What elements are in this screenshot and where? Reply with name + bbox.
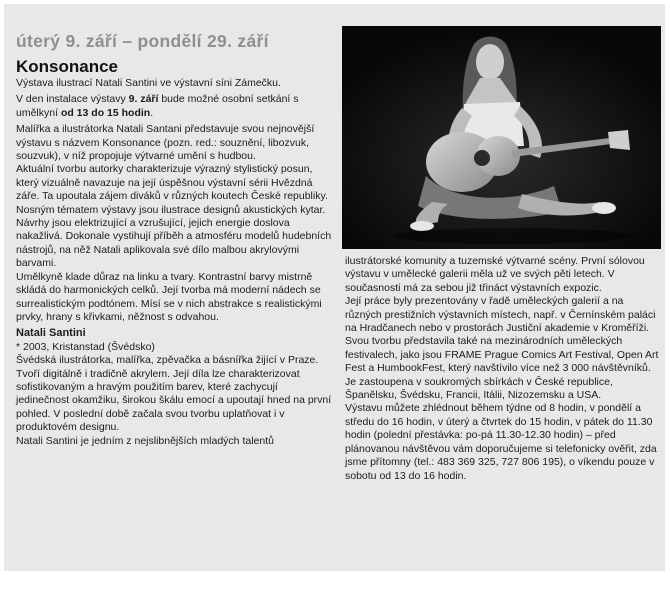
shoe-right <box>592 202 616 214</box>
article-title: Konsonance <box>16 57 119 76</box>
meeting-time: od 13 do 15 hodin <box>60 106 151 119</box>
paragraph-opening-hours: Výstavu můžete zhlédnout během týdne od 8 hodin, v pondělí a středu do 16 hodin, v úterý a čtvrtek do 15 hodin, v pátek do 11.30 hodin (polední přestávka: po-pá 11.30-12.30 hodin) – před plánovanou návštěvou vám doporučujeme si telefonicky ověřit, zda jsme přítomny (tel.: 483 369 325, 727 806 195), o víkendu pouze v sobotu od 13 do 16 hodin. <box>345 402 657 482</box>
date-range: úterý 9. září – pondělí 29. září <box>16 31 269 51</box>
bio-born: * 2003, Kristanstad (Švédsko) <box>16 340 155 353</box>
article-panel <box>4 4 665 571</box>
paragraph-galleries: Její práce byly prezentovány v řadě uměleckých galerií a na různých prestižních výstavních místech, např. v Černínském paláci na Hradčanech nebo v prostorách Justiční akademie v Kroměříži. Svou tvorbu představila také na mezinárodních uměleckých festivalech, jako jsou FRAME Prague Comics Art Festival, Open Art Fest a HumbookFest, který navštívilo více než 3 000 návštěvníků. <box>345 295 659 375</box>
paragraph-style-shift: Aktuální tvorbu autorky charakterizuje výrazný stylistický posun, který vizuálně navazuje na její úspěšnou výstavní sérii Hvězdná záře. Ta upoutala zájem diváků v různých koutech České republiky. <box>16 163 328 203</box>
meeting-date: 9. září <box>128 93 159 106</box>
paragraph-line-and-shape: Umělkyně klade důraz na linku a tvary. Kontrastní barvy mistrně skládá do harmonických celků. Její tvorba má moderní nádech se surrealistickým podtónem. Mísí se v nich abstrakce s realistickými prvky, hrany s křivkami, něžnost s odvahou. <box>16 270 322 323</box>
right-column <box>345 255 661 483</box>
paragraph-collections: Je zastoupena v soukromých sbírkách v České republice, Španělsku, Švédsku, Francii, Itálii, Nizozemsku a USA. <box>345 375 613 402</box>
meeting-pre: V den instalace výstavy <box>16 93 129 106</box>
meeting-post: . <box>150 106 154 119</box>
bio-name: Natali Santini <box>16 327 86 340</box>
guitar-soundhole <box>474 150 490 166</box>
face <box>476 44 504 80</box>
bio-tail: Natali Santini je jedním z nejslibnějších mladých talentů <box>16 434 274 447</box>
bio-text: Tvoří digitálně i tradičně akrylem. Její díla lze charakterizovat sofistikovaným a hravým použitím barev, které zachycují jedinečnost okamžiku, širokou škálu emocí a upoutají hned na první pohled. V poslední době začala svou tvorbu uplatňovat i v produktovém designu. <box>16 367 332 434</box>
bio-roles: Švédská ilustrátorka, malířka, zpěvačka a básnířka žijící v Praze. <box>16 354 319 367</box>
guitar-head <box>608 130 630 150</box>
intro-paragraph: Výstava ilustrací Natali Santini ve výstavní síni Zámečku. <box>16 77 281 89</box>
paragraph-intro-exhibition: Malířka a ilustrátorka Natali Santani představuje svou nejnovější výstavu s názvem Konsonance (pozn. red.: souznění, libozvuk, souzvuk), v níž propojuje výtvarné umění s hudbou. <box>16 123 315 163</box>
shoe-left <box>410 221 434 231</box>
meeting-mid: bude možné osobní setkání s umělkyní <box>16 93 299 119</box>
left-column <box>16 30 332 448</box>
meeting-paragraph <box>16 93 332 120</box>
artist-photo <box>342 26 661 249</box>
paragraph-community: ilustrátorské komunity a tuzemské výtvarné scény. První sólovou výstavu v umělecké galerii měla už ve svých pěti letech. V současnosti má za sebou již třináct výstavních expozic. <box>345 255 645 294</box>
paragraph-guitar-designs: Nosným tématem výstavy jsou ilustrace designů akustických kytar. Návrhy jsou elektrizující a vzrušující, jejich energie doslova nakažlivá. Dokonale vystihují příběh a atmosféru modelů hudebních nástrojů, na něž Natali aplikovala své dílo malbou akrylovými barvami. <box>16 203 332 270</box>
